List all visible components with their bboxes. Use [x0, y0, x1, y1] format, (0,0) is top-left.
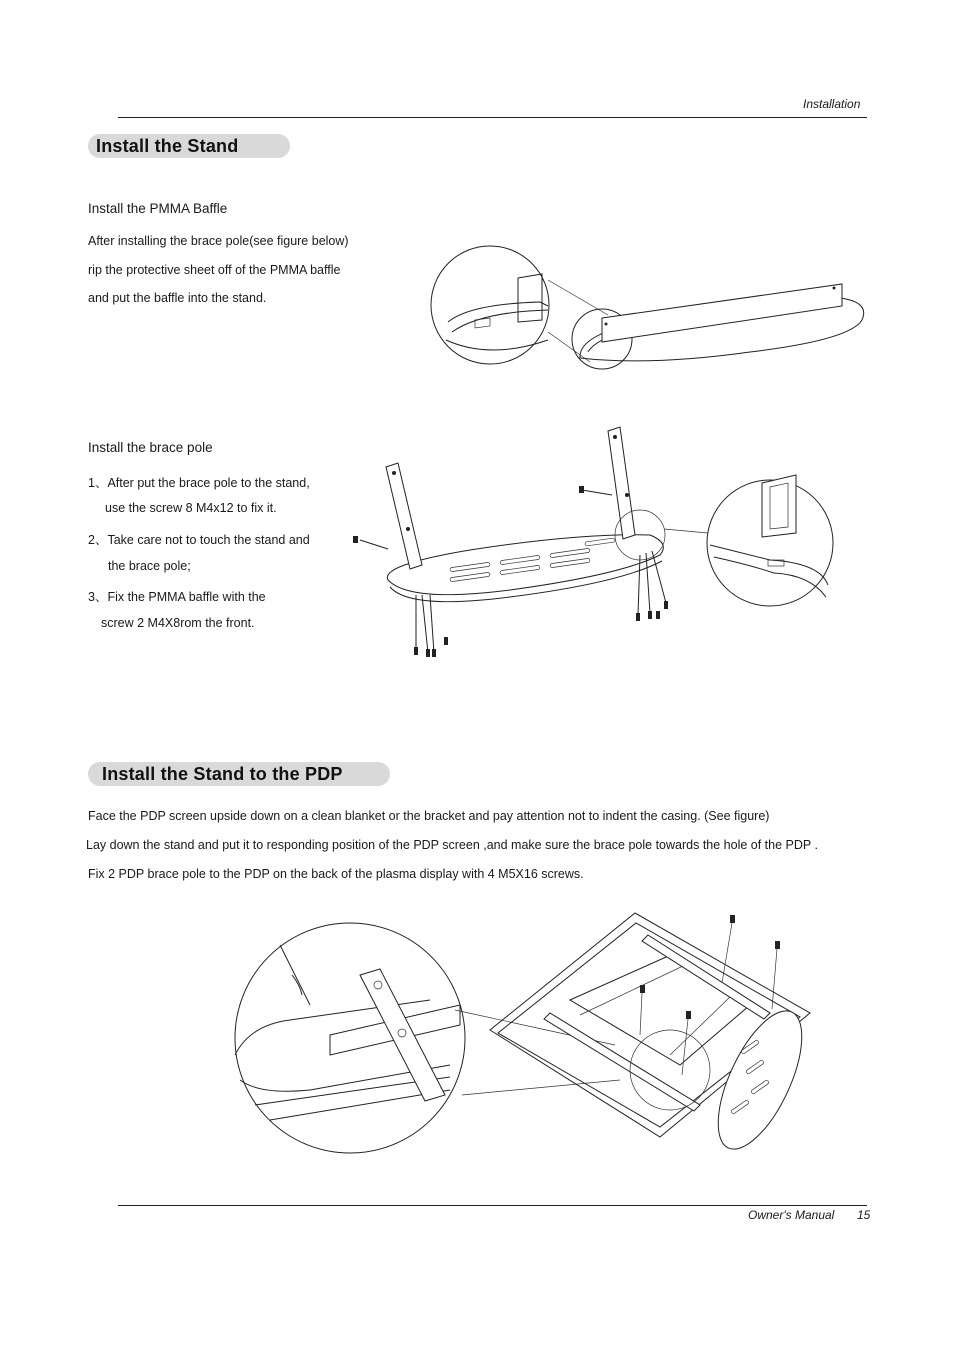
footer-page-number: 15: [857, 1208, 871, 1222]
header-rule: [118, 117, 867, 118]
pmma-line-3: and put the baffle into the stand.: [88, 291, 267, 305]
section-title-install-stand-to-pdp: Install the Stand to the PDP: [88, 762, 390, 786]
stand-to-pdp-figure: [230, 905, 830, 1165]
pmma-line-2: rip the protective sheet off of the PMMA baffle: [88, 263, 341, 277]
section-title-install-stand: Install the Stand: [88, 134, 290, 158]
footer-manual-label: Owner's Manual: [748, 1208, 835, 1222]
header-section-label: Installation: [803, 97, 861, 111]
brace-line-3: 2、Take care not to touch the stand and: [88, 533, 310, 547]
brace-line-6: screw 2 M4X8rom the front.: [101, 616, 255, 630]
brace-heading: Install the brace pole: [88, 440, 213, 455]
footer-rule: [118, 1205, 867, 1206]
pdp-line-3: Fix 2 PDP brace pole to the PDP on the back of the plasma display with 4 M5X16 screws.: [88, 867, 584, 881]
brace-pole-figure: [350, 425, 870, 665]
brace-line-4: the brace pole;: [108, 559, 191, 573]
pdp-line-1: Face the PDP screen upside down on a clean blanket or the bracket and pay attention not to indent the casing. (See figure): [88, 809, 770, 823]
pdp-line-2: Lay down the stand and put it to responding position of the PDP screen ,and make sure the brace pole towards the hole of the PDP .: [86, 838, 818, 852]
pmma-line-1: After installing the brace pole(see figure below): [88, 234, 349, 248]
pmma-heading: Install the PMMA Baffle: [88, 201, 228, 216]
pmma-baffle-figure: [430, 240, 870, 375]
brace-line-5: 3、Fix the PMMA baffle with the: [88, 590, 266, 604]
brace-line-2: use the screw 8 M4x12 to fix it.: [105, 501, 277, 515]
brace-line-1: 1、After put the brace pole to the stand,: [88, 476, 310, 490]
